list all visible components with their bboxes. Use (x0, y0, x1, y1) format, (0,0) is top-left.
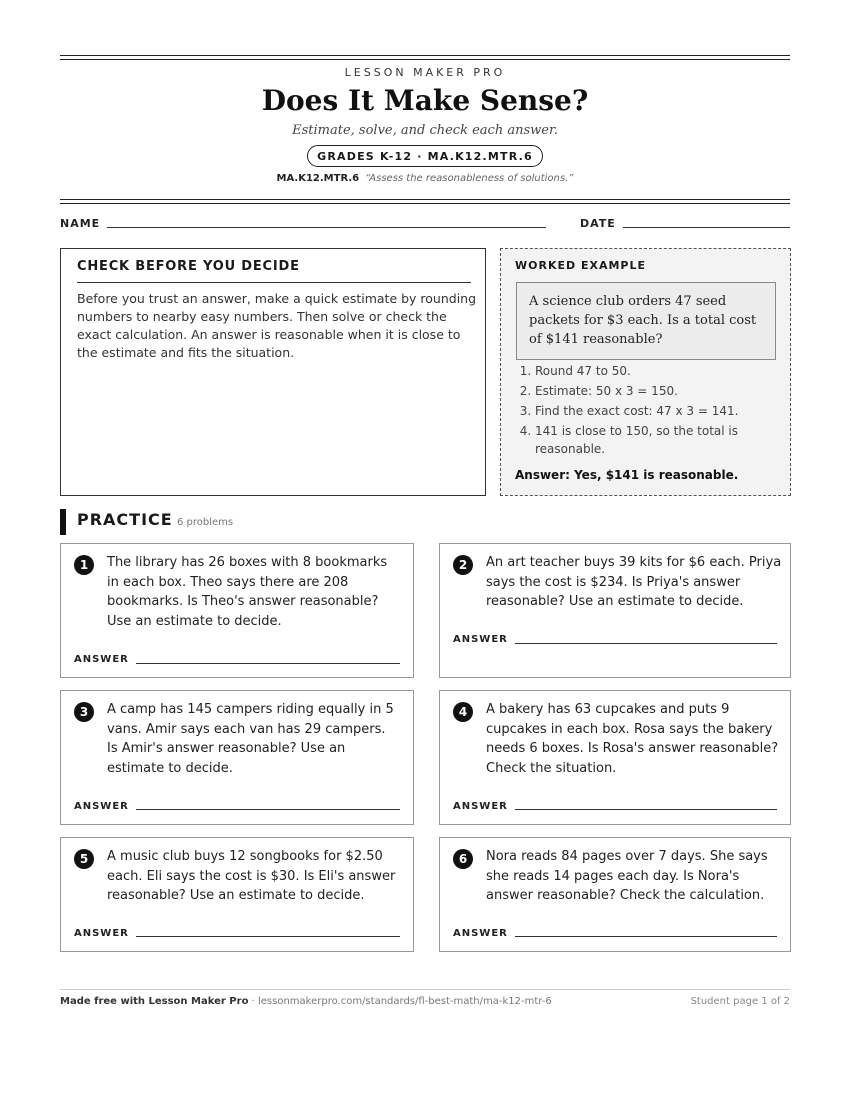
answer-label: ANSWER (74, 801, 129, 812)
worked-example-step: 1. Round 47 to 50. (535, 362, 797, 380)
problem-card-4 (439, 690, 791, 825)
date-field[interactable] (623, 227, 790, 228)
header-bottom-rule-1 (60, 199, 790, 200)
header-bottom-rule-2 (60, 203, 790, 204)
footer-rule (60, 989, 790, 990)
top-rule-2 (60, 59, 790, 60)
standard-line (0, 173, 850, 184)
worked-example-steps (513, 362, 797, 460)
top-rule-1 (60, 55, 790, 56)
problem-number: 2 (453, 555, 473, 575)
answer-field[interactable] (515, 936, 777, 937)
worked-example-box (500, 248, 791, 496)
check-before-you-decide-box (60, 248, 486, 496)
brand-name: LESSON MAKER PRO (344, 66, 506, 79)
answer-label: ANSWER (453, 928, 508, 939)
answer-field[interactable] (515, 809, 777, 810)
problem-card-2 (439, 543, 791, 678)
problem-text: A camp has 145 campers riding equally in 5 vans. Amir says each van has 29 campers. Is Amir's answer reasonable? Use an estimate to decide. (107, 702, 394, 776)
problem-text: Nora reads 84 pages over 7 days. She says she reads 14 pages each day. Is Nora's answer reasonable? Check the calculation. (486, 849, 768, 903)
answer-label: ANSWER (453, 801, 508, 812)
problem-number: 6 (453, 849, 473, 869)
footer-credit (60, 996, 552, 1007)
worked-example-question: A science club orders 47 seed packets for $3 each. Is a total cost of $141 reasonable? (516, 282, 776, 360)
page-title: Does It Make Sense? (261, 84, 589, 117)
worked-example-step: 4. 141 is close to 150, so the total is reasonable. (535, 422, 797, 458)
worked-example-step: 2. Estimate: 50 x 3 = 150. (535, 382, 797, 400)
footer-url[interactable]: · lessonmakerpro.com/standards/fl-best-math/ma-k12-mtr-6 (248, 996, 552, 1007)
problem-text: The library has 26 boxes with 8 bookmarks in each box. Theo says there are 208 bookmarks. Is Theo's answer reasonable? Use an estimate to decide. (107, 555, 388, 629)
problem-text: A bakery has 63 cupcakes and puts 9 cupcakes in each box. Rosa says the bakery needs 6 boxes. Is Rosa's answer reasonable? Check the situation. (486, 702, 779, 776)
answer-field[interactable] (136, 936, 400, 937)
answer-field[interactable] (136, 809, 400, 810)
date-label: DATE (580, 217, 616, 230)
practice-count: 6 problems (177, 517, 234, 528)
problem-number: 1 (74, 555, 94, 575)
problem-text: An art teacher buys 39 kits for $6 each. Priya says the cost is $234. Is Priya's answer reasonable? Use an estimate to decide. (486, 555, 782, 609)
problem-number: 3 (74, 702, 94, 722)
standard-code: MA.K12.MTR.6 (276, 173, 360, 184)
check-box-divider (77, 282, 471, 283)
practice-accent-bar (60, 509, 66, 535)
problem-text: A music club buys 12 songbooks for $2.50 each. Eli says the cost is $30. Is Eli's answer reasonable? Use an estimate to decide. (107, 849, 396, 903)
check-box-title: CHECK BEFORE YOU DECIDE (77, 259, 300, 274)
answer-label: ANSWER (74, 654, 129, 665)
problem-card-5 (60, 837, 414, 952)
problem-card-3 (60, 690, 414, 825)
grade-badge: GRADES K-12 · MA.K12.MTR.6 (307, 145, 543, 167)
check-box-body: Before you trust an answer, make a quick estimate by rounding numbers to nearby easy numbers. Then solve or check the exact calculation. An answer is reasonable when it is close to the estimate and fits the situation. (77, 291, 477, 360)
name-field[interactable] (107, 227, 546, 228)
footer-page-number: Student page 1 of 2 (690, 996, 790, 1007)
practice-title: PRACTICE (77, 510, 173, 529)
page-subtitle: Estimate, solve, and check each answer. (292, 123, 558, 138)
problem-number: 5 (74, 849, 94, 869)
worked-example-answer: Answer: Yes, $141 is reasonable. (515, 468, 739, 482)
worked-example-title: WORKED EXAMPLE (515, 259, 646, 272)
answer-field[interactable] (136, 663, 400, 664)
footer-made-with: Made free with Lesson Maker Pro (60, 996, 249, 1007)
problem-number: 4 (453, 702, 473, 722)
standard-text: “Assess the reasonableness of solutions.” (365, 173, 574, 184)
problem-card-6 (439, 837, 791, 952)
answer-field[interactable] (515, 643, 777, 644)
problem-card-1 (60, 543, 414, 678)
worked-example-step: 3. Find the exact cost: 47 x 3 = 141. (535, 402, 797, 420)
answer-label: ANSWER (74, 928, 129, 939)
answer-label: ANSWER (453, 634, 508, 645)
name-label: NAME (60, 217, 101, 230)
